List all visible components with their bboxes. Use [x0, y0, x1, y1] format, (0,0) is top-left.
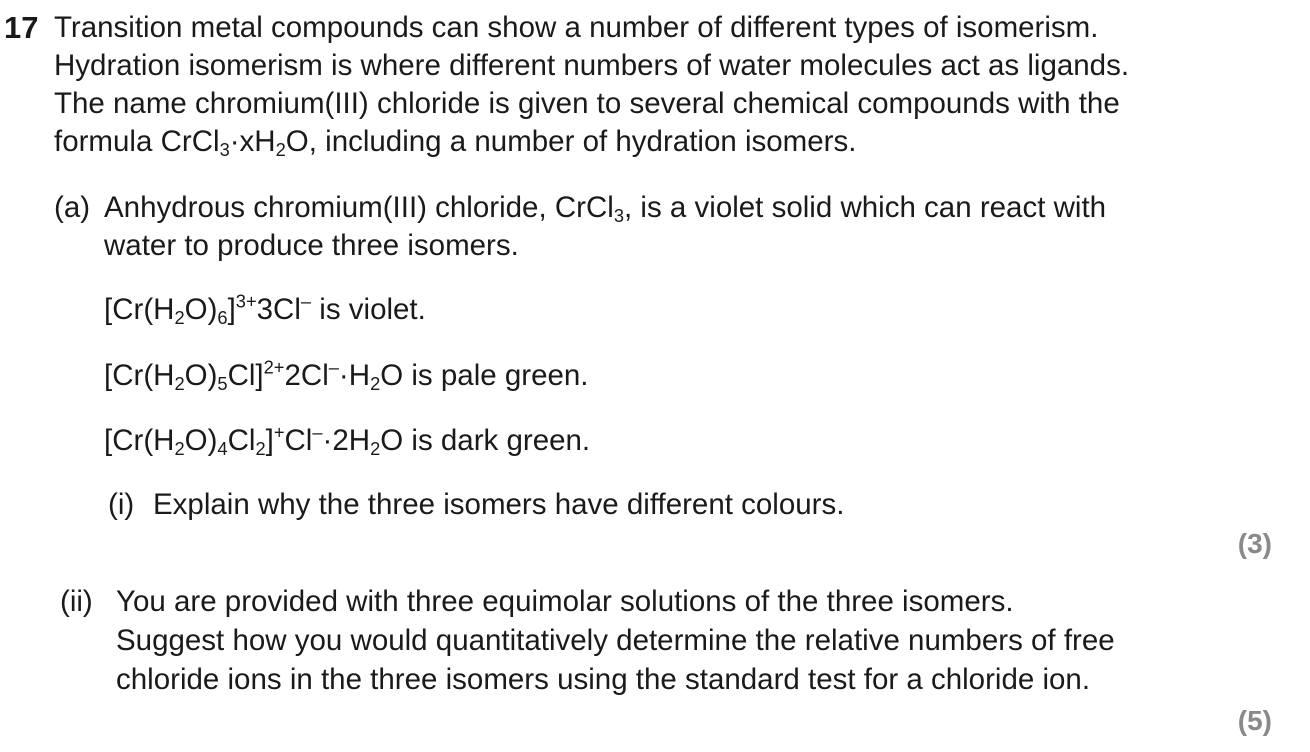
part-ii-line-3: chloride ions in the three isomers using the standard test for a chloride ion.: [116, 663, 1091, 696]
part-a-line-2: water to produce three isomers.: [104, 229, 519, 262]
part-ii-line-1: You are provided with three equimolar solutions of the three isomers.: [116, 585, 1014, 618]
part-a-line-1: Anhydrous chromium(III) chloride, CrCl$_3$, is a violet solid which can react with: [104, 191, 1107, 227]
question-number: 17: [4, 10, 39, 45]
intro-line-1: Transition metal compounds can show a number of different types of isomerism.: [54, 11, 1099, 44]
part-ii-marks: (5): [1237, 705, 1272, 736]
intro-line-2: Hydration isomerism is where different numbers of water molecules act as ligands.: [54, 49, 1130, 82]
intro-line-3: The name chromium(III) chloride is given to several chemical compounds with the: [54, 87, 1120, 120]
part-i-marks: (3): [1237, 528, 1272, 559]
isomer-violet: $[Cr(H_2O)_6]^{3+}3Cl^-$ is violet.: [104, 290, 426, 329]
part-ii-line-2: Suggest how you would quantitatively determine the relative numbers of free: [116, 624, 1115, 657]
isomer-dark-green: $[Cr(H_2O)_4Cl_2]^+Cl^-\cdot 2H_2O$ is dark green.: [104, 421, 591, 460]
part-i-text: Explain why the three isomers have different colours.: [153, 488, 845, 521]
intro-line-4: formula $CrCl_3\cdot xH_2O$, including a number of hydration isomers.: [54, 125, 857, 161]
part-ii-label: (ii): [60, 585, 93, 618]
part-i-label: (i): [108, 488, 135, 521]
part-a-label: (a): [54, 191, 91, 224]
isomer-pale-green: $[Cr(H_2O)_5Cl]^{2+}2Cl^-\cdot H_2O$ is pale green.: [104, 356, 589, 395]
